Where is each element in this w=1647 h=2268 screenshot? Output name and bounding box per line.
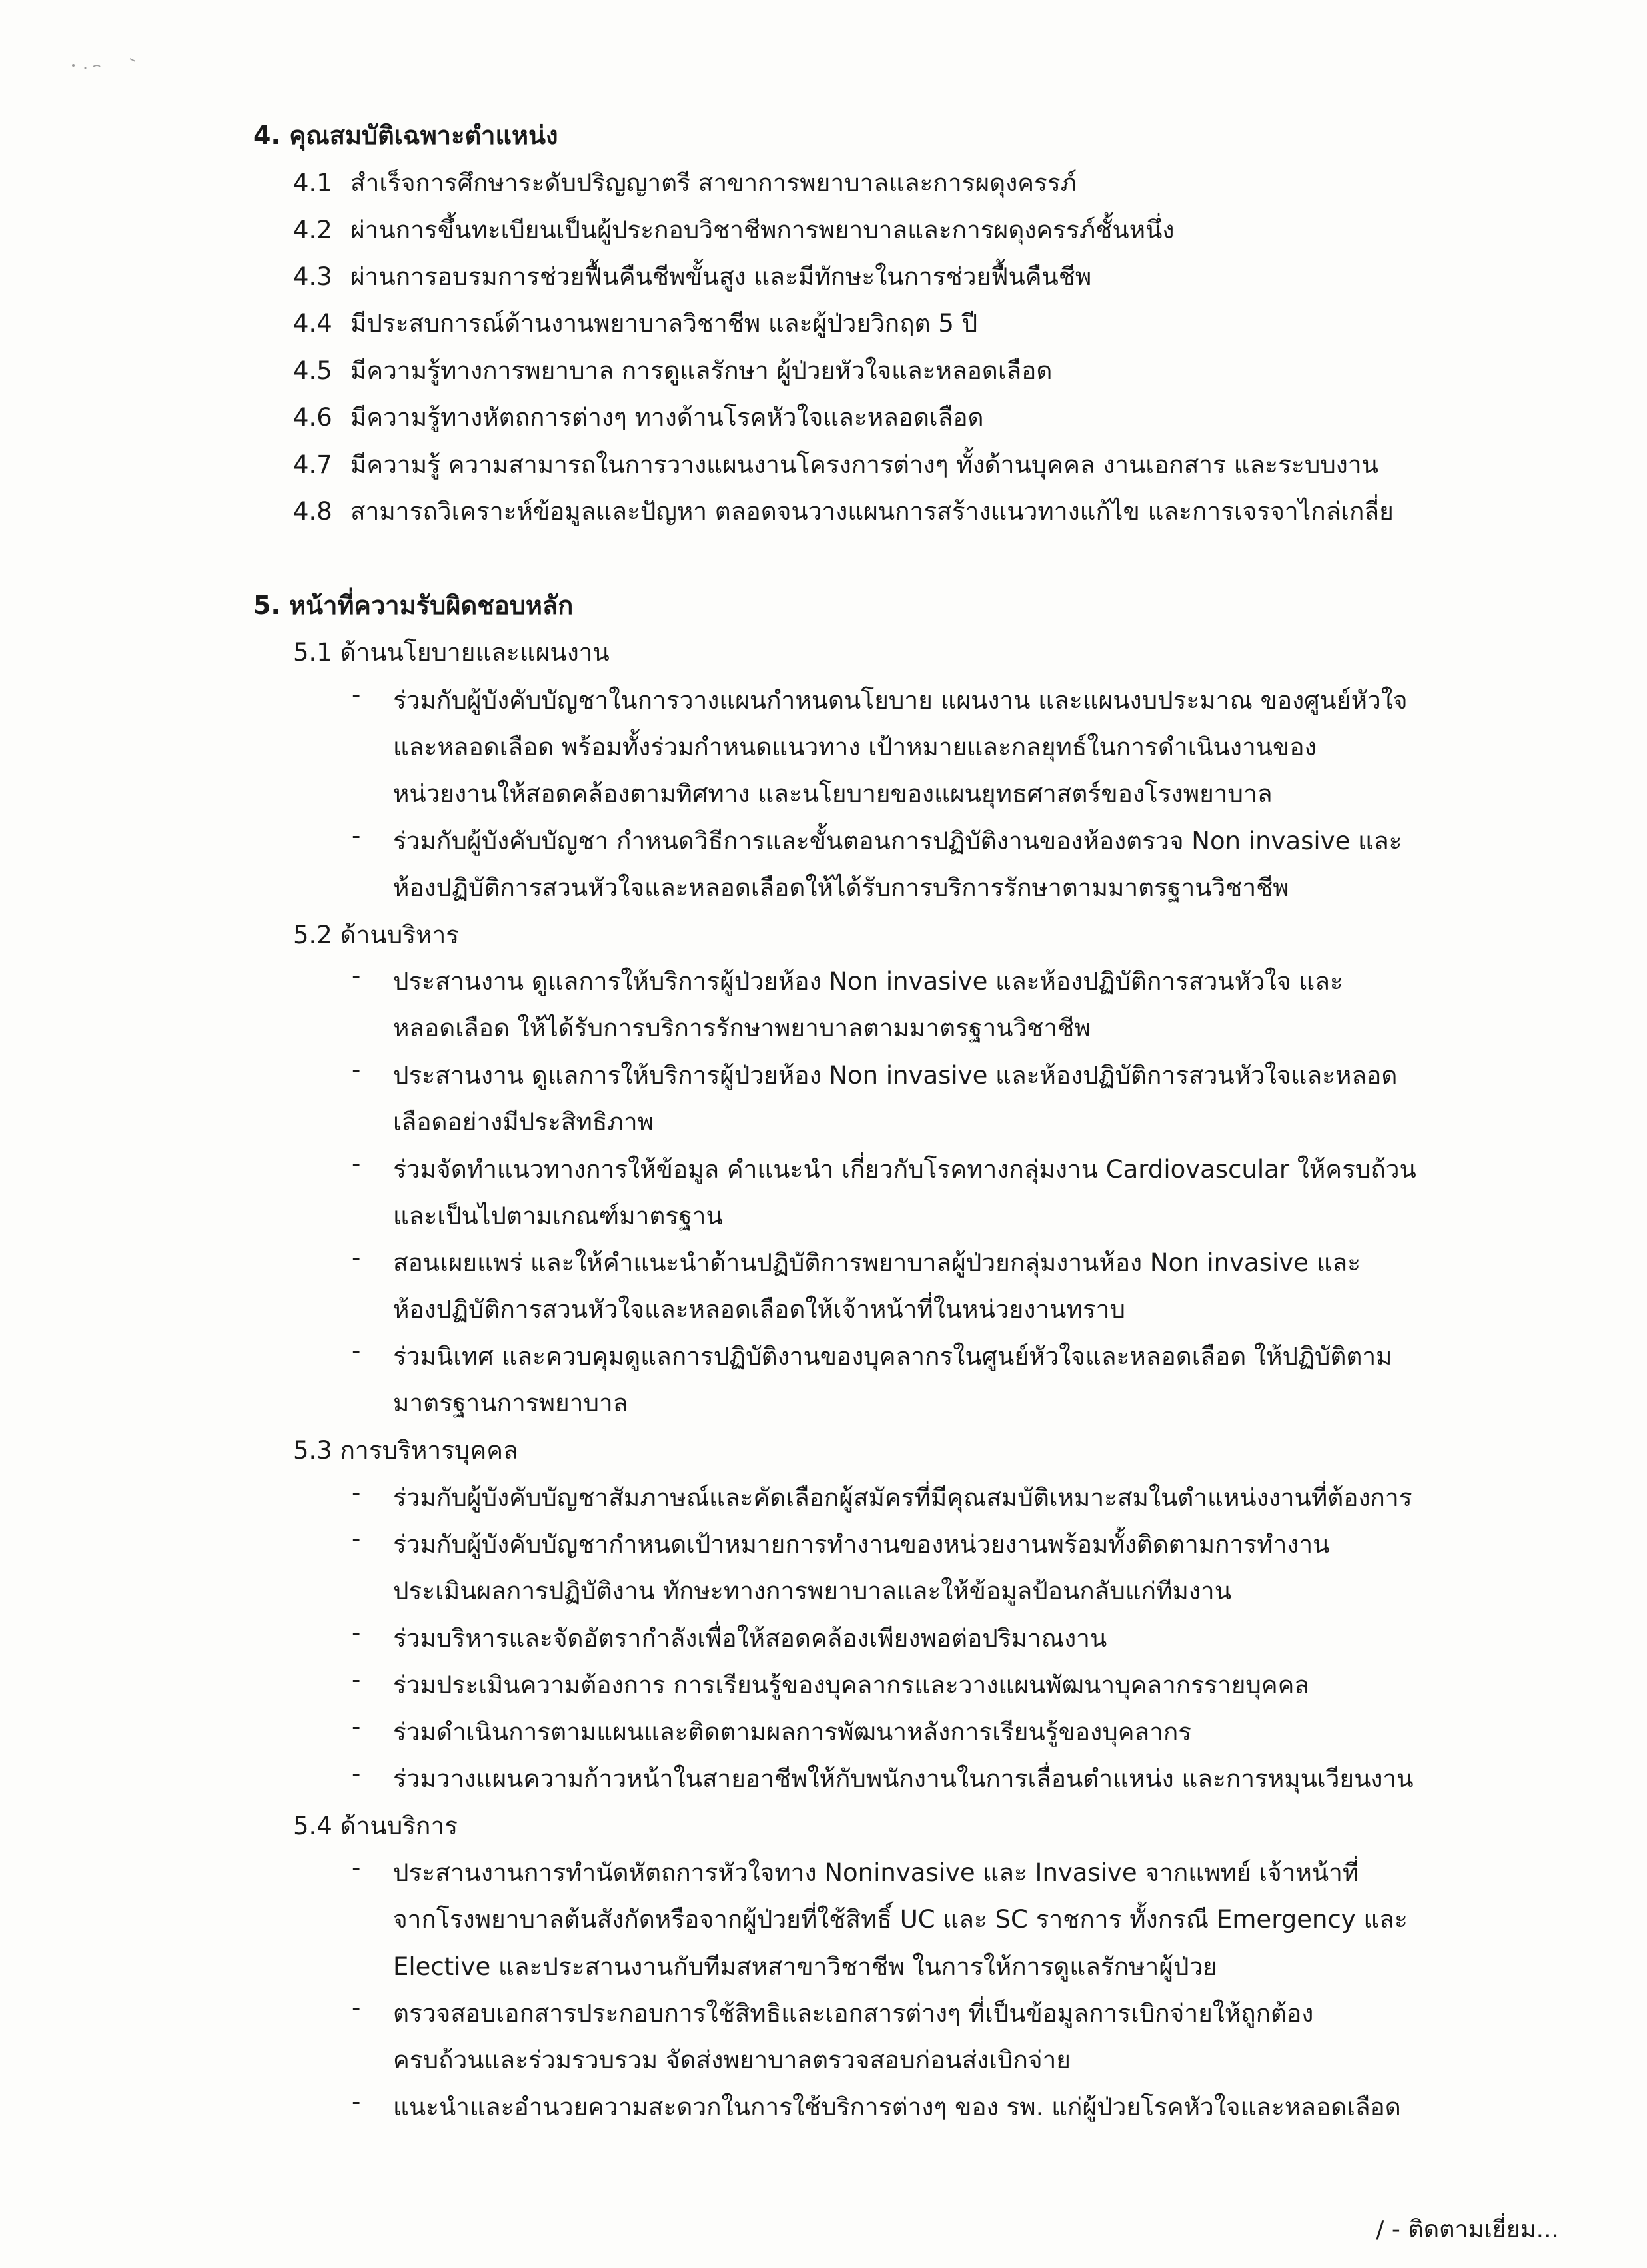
- bullet-text: ตรวจสอบเอกสารประกอบการใช้สิทธิและเอกสารต่างๆ ที่เป็นข้อมูลการเบิกจ่ายให้ถูกต้อง: [393, 1999, 1314, 2028]
- bullet-text: ร่วมกับผู้บังคับบัญชาในการวางแผนกำหนดนโยบาย แผนงาน และแผนงบประมาณ ของศูนย์หัวใจ: [393, 686, 1408, 715]
- list-item: 4.1 สำเร็จการศึกษาระดับปริญญาตรี สาขาการพยาบาลและการผดุงครรภ์: [293, 169, 1077, 197]
- bullet-text: ร่วมจัดทำแนวทางการให้ข้อมูล คำแนะนำ เกี่ยวกับโรคทางกลุ่มงาน Cardiovascular ให้ครบถ้วน: [393, 1155, 1416, 1184]
- bullet-dash: -: [352, 1853, 361, 1882]
- bullet-dash: -: [352, 2087, 361, 2116]
- subsection-title: 5.1 ด้านนโยบายและแผนงาน: [293, 638, 610, 667]
- scan-speck-icon: [67, 53, 147, 73]
- bullet-text: ห้องปฏิบัติการสวนหัวใจและหลอดเลือดให้เจ้าหน้าที่ในหน่วยงานทราบ: [393, 1295, 1125, 1323]
- bullet-text: และเป็นไปตามเกณฑ์มาตรฐาน: [393, 1202, 723, 1230]
- bullet-dash: -: [352, 681, 361, 709]
- list-item: 4.5 มีความรู้ทางการพยาบาล การดูแลรักษา ผู้ป่วยหัวใจและหลอดเลือด: [293, 356, 1053, 385]
- bullet-text: ร่วมบริหารและจัดอัตรากำลังเพื่อให้สอดคล้องเพียงพอต่อปริมาณงาน: [393, 1624, 1107, 1653]
- bullet-dash: -: [352, 1150, 361, 1178]
- bullet-dash: -: [352, 1994, 361, 2022]
- bullet-text: ประสานงานการทำนัดหัตถการหัวใจทาง Noninvasive และ Invasive จากแพทย์ เจ้าหน้าที่: [393, 1858, 1359, 1887]
- subsection-title: 5.4 ด้านบริการ: [293, 1812, 458, 1840]
- bullet-text: หลอดเลือด ให้ได้รับการบริการรักษาพยาบาลตามมาตรฐานวิชาชีพ: [393, 1014, 1091, 1042]
- list-item: 4.4 มีประสบการณ์ด้านงานพยาบาลวิชาชีพ และผู้ป่วยวิกฤต 5 ปี: [293, 309, 978, 338]
- list-item: 4.3 ผ่านการอบรมการช่วยฟื้นคืนชีพขั้นสูง และมีทักษะในการช่วยฟื้นคืนชีพ: [293, 262, 1092, 291]
- bullet-text: ร่วมกับผู้บังคับบัญชาสัมภาษณ์และคัดเลือกผู้สมัครที่มีคุณสมบัติเหมาะสมในตำแหน่งงานที่ต้องการ: [393, 1483, 1412, 1512]
- bullet-dash: -: [352, 1243, 361, 1272]
- bullet-dash: -: [352, 1619, 361, 1647]
- bullet-text: ร่วมดำเนินการตามแผนและติดตามผลการพัฒนาหลังการเรียนรู้ของบุคลากร: [393, 1718, 1192, 1746]
- bullet-dash: -: [352, 1712, 361, 1741]
- section-5-heading: 5. หน้าที่ความรับผิดชอบหลัก: [253, 591, 574, 620]
- subsection-title: 5.3 การบริหารบุคคล: [293, 1436, 518, 1465]
- continuation-footer: / - ติดตามเยี่ยม...: [1376, 2216, 1559, 2243]
- bullet-text: ร่วมกับผู้บังคับบัญชากำหนดเป้าหมายการทำงานของหน่วยงานพร้อมทั้งติดตามการทำงาน: [393, 1530, 1330, 1559]
- bullet-text: ห้องปฏิบัติการสวนหัวใจและหลอดเลือดให้ได้รับการบริการรักษาตามมาตรฐานวิชาชีพ: [393, 873, 1289, 902]
- bullet-text: จากโรงพยาบาลต้นสังกัดหรือจากผู้ป่วยที่ใช้สิทธิ์ UC และ SC ราชการ ทั้งกรณี Emergency และ: [393, 1905, 1408, 1934]
- bullet-text: ร่วมนิเทศ และควบคุมดูแลการปฏิบัติงานของบุคลากรในศูนย์หัวใจและหลอดเลือด ให้ปฏิบัติตาม: [393, 1342, 1392, 1371]
- bullet-text: และหลอดเลือด พร้อมทั้งร่วมกำหนดแนวทาง เป้าหมายและกลยุทธ์ในการดำเนินงานของ: [393, 733, 1317, 761]
- list-item: 4.2 ผ่านการขึ้นทะเบียนเป็นผู้ประกอบวิชาชีพการพยาบาลและการผดุงครรภ์ชั้นหนึ่ง: [293, 216, 1175, 244]
- section-4-heading: 4. คุณสมบัติเฉพาะตำแหน่ง: [253, 121, 558, 150]
- bullet-text: สอนเผยแพร่ และให้คำแนะนำด้านปฏิบัติการพยาบาลผู้ป่วยกลุ่มงานห้อง Non invasive และ: [393, 1248, 1361, 1277]
- bullet-text: ร่วมประเมินความต้องการ การเรียนรู้ของบุคลากรและวางแผนพัฒนาบุคลากรรายบุคคล: [393, 1671, 1310, 1699]
- bullet-dash: -: [352, 962, 361, 990]
- bullet-text: ครบถ้วนและร่วมรวบรวม จัดส่งพยาบาลตรวจสอบก่อนส่งเบิกจ่าย: [393, 2046, 1071, 2074]
- bullet-text: ประสานงาน ดูแลการให้บริการผู้ป่วยห้อง Non invasive และห้องปฏิบัติการสวนหัวใจ และ: [393, 967, 1343, 996]
- bullet-text: ร่วมวางแผนความก้าวหน้าในสายอาชีพให้กับพนักงานในการเลื่อนตำแหน่ง และการหมุนเวียนงาน: [393, 1764, 1414, 1793]
- list-item: 4.7 มีความรู้ ความสามารถในการวางแผนงานโครงการต่างๆ ทั้งด้านบุคคล งานเอกสาร และระบบงาน: [293, 450, 1378, 479]
- bullet-text: ร่วมกับผู้บังคับบัญชา กำหนดวิธีการและขั้นตอนการปฏิบัติงานของห้องตรวจ Non invasive และ: [393, 827, 1402, 855]
- subsection-title: 5.2 ด้านบริหาร: [293, 921, 460, 949]
- bullet-dash: -: [352, 821, 361, 850]
- bullet-dash: -: [352, 1759, 361, 1788]
- bullet-text: เลือดอย่างมีประสิทธิภาพ: [393, 1108, 654, 1136]
- bullet-text: แนะนำและอำนวยความสะดวกในการใช้บริการต่างๆ ของ รพ. แก่ผู้ป่วยโรคหัวใจและหลอดเลือด: [393, 2093, 1401, 2121]
- bullet-dash: -: [352, 1525, 361, 1553]
- bullet-dash: -: [352, 1478, 361, 1507]
- bullet-text: ประสานงาน ดูแลการให้บริการผู้ป่วยห้อง Non invasive และห้องปฏิบัติการสวนหัวใจและหลอด: [393, 1061, 1398, 1090]
- bullet-dash: -: [352, 1665, 361, 1694]
- bullet-text: ประเมินผลการปฏิบัติงาน ทักษะทางการพยาบาลและให้ข้อมูลป้อนกลับแก่ทีมงาน: [393, 1577, 1231, 1605]
- bullet-text: มาตรฐานการพยาบาล: [393, 1389, 628, 1417]
- bullet-text: หน่วยงานให้สอดคล้องตามทิศทาง และนโยบายของแผนยุทธศาสตร์ของโรงพยาบาล: [393, 779, 1273, 808]
- bullet-text: Elective และประสานงานกับทีมสหสาขาวิชาชีพ ในการให้การดูแลรักษาผู้ป่วย: [393, 1952, 1217, 1981]
- list-item: 4.8 สามารถวิเคราะห์ข้อมูลและปัญหา ตลอดจนวางแผนการสร้างแนวทางแก้ไข และการเจรจาไกล่เกลี่ย: [293, 497, 1394, 526]
- bullet-dash: -: [352, 1056, 361, 1084]
- bullet-dash: -: [352, 1337, 361, 1365]
- list-item: 4.6 มีความรู้ทางหัตถการต่างๆ ทางด้านโรคหัวใจและหลอดเลือด: [293, 403, 984, 432]
